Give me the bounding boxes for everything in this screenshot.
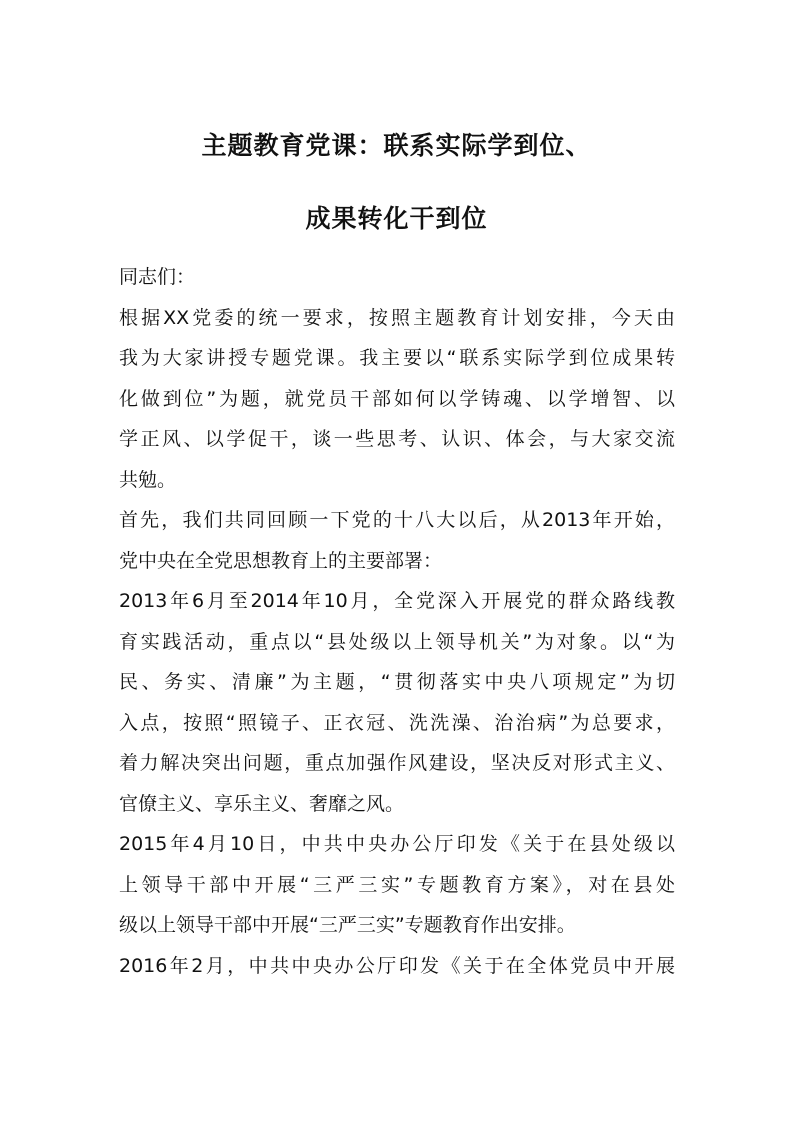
document-title-line-1: 主题教育党课：联系实际学到位、 [201, 131, 592, 160]
body-line: 化做到位”为题，就党员干部如何以学铸魂、以学增智、以 [119, 387, 675, 410]
body-line: 根据XX党委的统一要求，按照主题教育计划安排，今天由 [119, 306, 675, 329]
body-line: 官僚主义、享乐主义、奢靡之风。 [119, 792, 405, 815]
body-line: 育实践活动，重点以“县处级以上领导机关”为对象。以“为 [119, 630, 675, 653]
body-line: 上领导干部中开展“三严三实”专题教育方案》，对在县处 [119, 873, 675, 896]
document-title-line-2: 成果转化干到位 [305, 204, 488, 233]
body-line: 2016年2月，中共中央办公厅印发《关于在全体党员中开展 [119, 954, 675, 977]
body-line: 我为大家讲授专题党课。我主要以“联系实际学到位成果转 [119, 347, 675, 369]
body-line: 同志们： [119, 266, 196, 288]
body-line: 民、务实、清廉”为主题，“贯彻落实中央八项规定”为切 [119, 671, 675, 693]
body-line: 级以上领导干部中开展“三严三实”专题教育作出安排。 [119, 914, 576, 936]
body-line: 2013年6月至2014年10月，全党深入开展党的群众路线教 [119, 590, 675, 612]
body-line: 首先，我们共同回顾一下党的十八大以后，从2013年开始， [119, 509, 675, 531]
body-line: 入点，按照“照镜子、正衣冠、洗洗澡、治治病”为总要求， [119, 711, 675, 734]
body-line: 共勉。 [119, 468, 177, 491]
body-line: 学正风、以学促干，谈一些思考、认识、体会，与大家交流 [119, 428, 675, 450]
body-line: 党中央在全党思想教育上的主要部署： [119, 549, 443, 572]
body-line: 2015年4月10日，中共中央办公厅印发《关于在县处级以 [119, 833, 675, 855]
body-line: 着力解决突出问题，重点加强作风建设，坚决反对形式主义、 [119, 752, 675, 774]
